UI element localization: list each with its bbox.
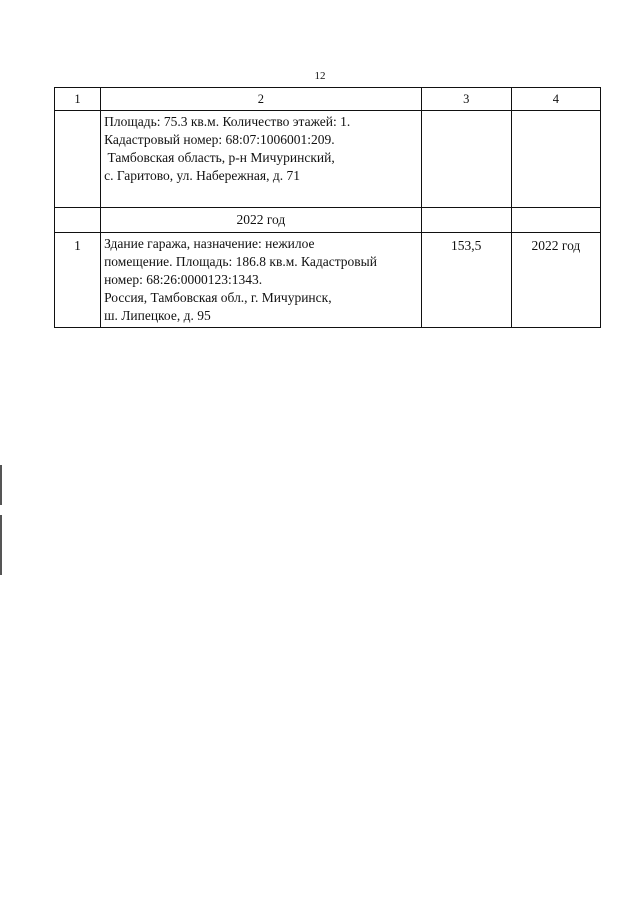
description-line: Кадастровый номер: 68:07:1006001:209. xyxy=(104,132,335,147)
row-col-4 xyxy=(511,111,600,208)
table-row xyxy=(55,111,601,208)
row-year-value: 2022 год xyxy=(511,233,600,328)
scan-edge-mark xyxy=(0,465,2,505)
description-line: помещение. Площадь: 186.8 кв.м. Кадастровый xyxy=(104,254,377,269)
description-line: Россия, Тамбовская обл., г. Мичуринск, xyxy=(104,290,332,305)
year-heading-empty xyxy=(421,208,511,233)
row-description xyxy=(101,233,422,328)
description-line: Здание гаража, назначение: нежилое xyxy=(104,236,315,251)
header-col-1: 1 xyxy=(55,88,101,111)
row-number: 1 xyxy=(55,233,101,328)
year-heading-empty xyxy=(511,208,600,233)
description-line: с. Гаритово, ул. Набережная, д. 71 xyxy=(104,168,300,183)
scan-edge-mark xyxy=(0,515,2,575)
header-col-3: 3 xyxy=(421,88,511,111)
description-line: номер: 68:26:0000123:1343. xyxy=(104,272,263,287)
description-line: Тамбовская область, р-н Мичуринский, xyxy=(104,150,335,165)
header-col-2: 2 xyxy=(101,88,422,111)
table-header-row xyxy=(55,88,601,111)
row-number xyxy=(55,111,101,208)
row-area-value: 153,5 xyxy=(421,233,511,328)
year-heading: 2022 год xyxy=(101,208,422,233)
page-number: 12 xyxy=(314,70,326,82)
year-heading-empty xyxy=(55,208,101,233)
header-col-4: 4 xyxy=(511,88,600,111)
year-heading-row xyxy=(55,208,601,233)
table-row xyxy=(55,233,601,328)
row-description xyxy=(101,111,422,208)
description-line: Площадь: 75.3 кв.м. Количество этажей: 1. xyxy=(104,114,351,129)
description-line: ш. Липецкое, д. 95 xyxy=(104,308,211,323)
property-table xyxy=(54,87,601,328)
row-col-3 xyxy=(421,111,511,208)
